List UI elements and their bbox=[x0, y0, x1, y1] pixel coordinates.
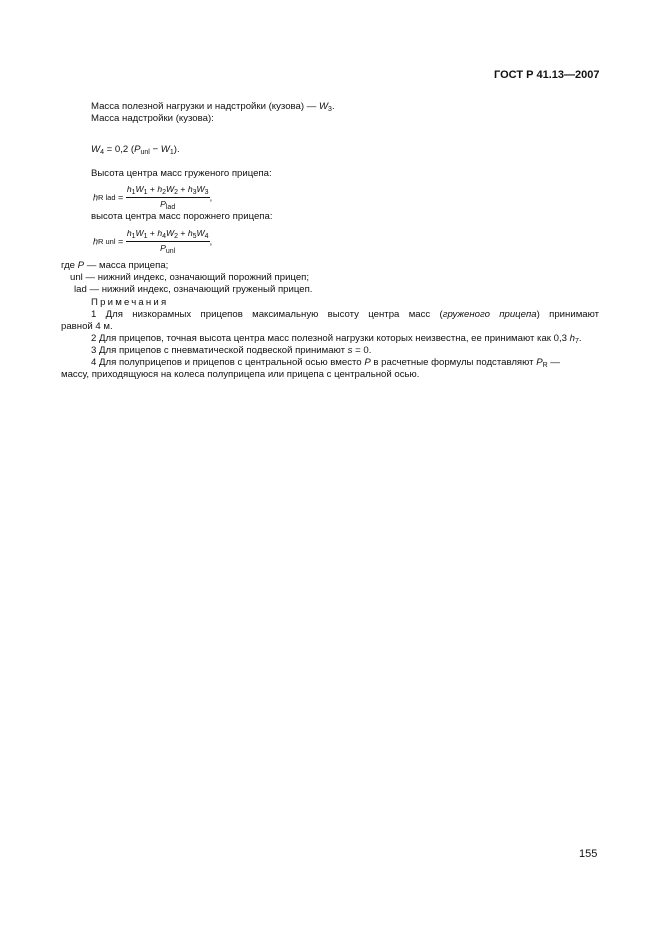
var-sub: 1 bbox=[169, 149, 174, 156]
denominator: $P_{unl}$ bbox=[160, 243, 176, 255]
fraction bbox=[126, 228, 210, 255]
var-w1: W bbox=[160, 144, 170, 155]
formula-minus: − bbox=[149, 144, 161, 155]
numerator: $h_1W_1 + h_4W_2 + h_5W_4$ bbox=[126, 228, 209, 240]
var-w: W bbox=[318, 101, 329, 112]
where-line-lad: lad — нижний индекс, означающий груженый прицеп. bbox=[74, 284, 313, 295]
var-sub: R lad bbox=[98, 193, 116, 202]
var-sub: 3 bbox=[328, 106, 332, 113]
fraction bbox=[126, 184, 210, 211]
note-1-continued: равной 4 м. bbox=[61, 321, 113, 332]
formula-end: ). bbox=[173, 144, 180, 155]
notes-title: Примечания bbox=[91, 297, 169, 308]
var-s: s bbox=[347, 345, 353, 356]
formula-w4 bbox=[91, 144, 180, 159]
var-pr: P bbox=[536, 357, 543, 368]
note-1-italic: груженого прицепа bbox=[442, 309, 537, 320]
var-sub: unl bbox=[140, 149, 150, 156]
formula-h-r-lad bbox=[93, 184, 212, 211]
formula-h-r-unl bbox=[93, 228, 212, 255]
where-line-unl: unl — нижний индекс, означающий порожний прицеп; bbox=[70, 272, 310, 283]
punct: . bbox=[331, 101, 335, 112]
body-mass-line: Масса надстройки (кузова): bbox=[91, 113, 214, 124]
document-header: ГОСТ Р 41.13—2007 bbox=[494, 69, 600, 81]
note-2: 2 Для прицепов, точная высота центра масс полезной нагрузки которых неизвестна, ее принимают как 0,3 $h_7$. bbox=[91, 333, 582, 345]
var-h: h bbox=[569, 333, 575, 344]
formula-mid: = 0,2 ( bbox=[103, 144, 135, 155]
comma: , bbox=[209, 236, 213, 247]
var-sub: 4 bbox=[100, 149, 104, 156]
var-h: h bbox=[93, 192, 99, 203]
numerator: $h_1W_1 + h_2W_2 + h_3W_3$ bbox=[126, 184, 209, 196]
var-p: P bbox=[134, 144, 141, 155]
var-h: h bbox=[93, 236, 99, 247]
var-sub: R unl bbox=[98, 237, 116, 246]
where-line-p: где P — масса прицепа; bbox=[61, 260, 169, 271]
comma: , bbox=[209, 192, 213, 203]
note-1: 1 Для низкорамных прицепов максимальную высоту центра масс (груженого прицепа) принимают bbox=[91, 309, 599, 320]
equals: = bbox=[115, 192, 124, 203]
denominator: $P_{lad}$ bbox=[160, 199, 176, 211]
page-number: 155 bbox=[579, 848, 598, 860]
note-4-continued: массу, приходящуюся на колеса полуприцепа или прицепа с центральной осью. bbox=[61, 369, 420, 380]
equals: = bbox=[115, 236, 124, 247]
payload-mass-text: Масса полезной нагрузки и надстройки (кузова) — bbox=[91, 101, 319, 112]
var-p: P bbox=[364, 357, 371, 368]
note-3: 3 Для прицепов с пневматической подвеской принимают s = 0. bbox=[91, 345, 372, 356]
unloaded-center-line: высота центра масс порожнего прицепа: bbox=[91, 211, 273, 222]
var-p: P bbox=[77, 260, 85, 271]
loaded-center-line: Высота центра масс груженого прицепа: bbox=[91, 168, 272, 179]
var-w4: W bbox=[91, 144, 101, 155]
note-4: 4 Для полуприцепов и прицепов с центральной осью вместо P в расчетные формулы подставляют $P_R$ — bbox=[91, 357, 560, 369]
